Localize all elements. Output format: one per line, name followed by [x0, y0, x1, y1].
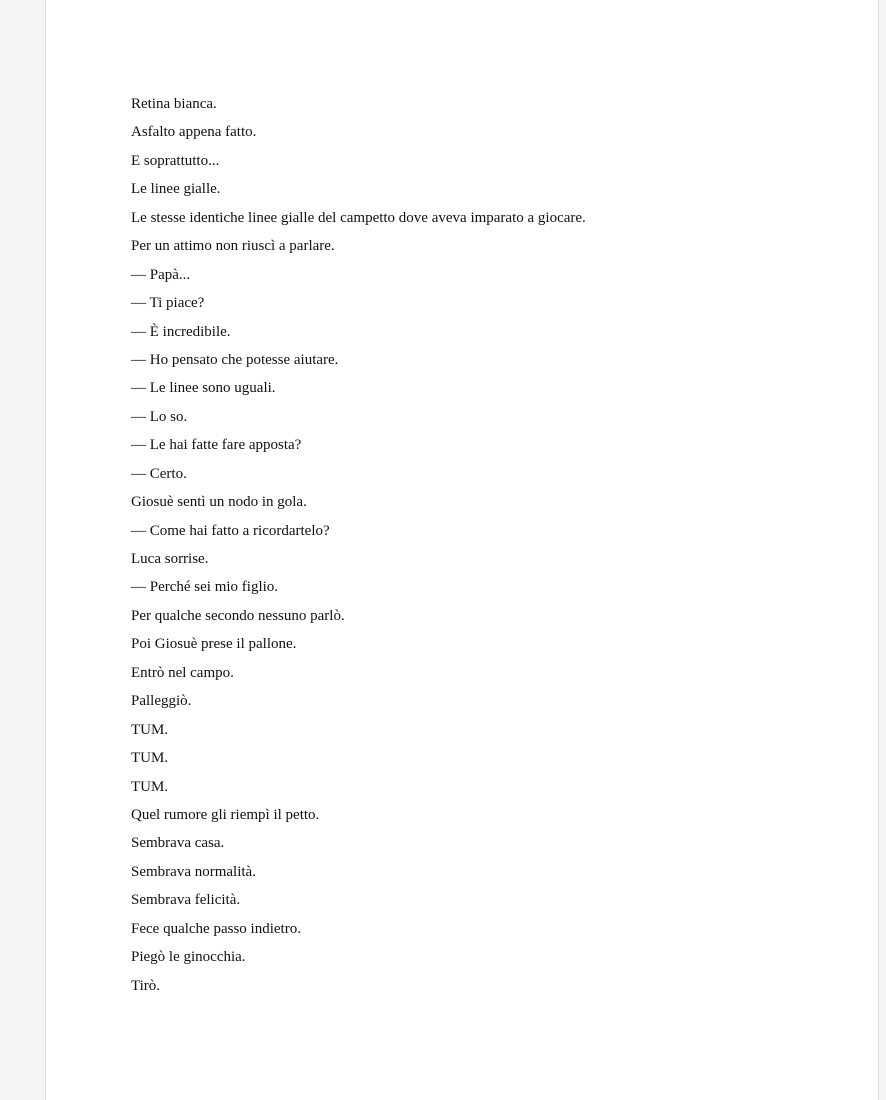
paragraph: Asfalto appena fatto. [131, 124, 257, 141]
paragraph: Le stesse identiche linee gialle del campetto dove aveva imparato a giocare. [131, 209, 586, 226]
paragraph: E soprattutto... [131, 152, 220, 169]
paragraph: — Lo so. [131, 408, 188, 425]
paragraph: Retina bianca. [131, 96, 217, 112]
paragraph: Luca sorrise. [131, 551, 209, 567]
paragraph: — È incredibile. [131, 323, 231, 340]
paragraph: TUM. [131, 778, 169, 795]
paragraph: Piegò le ginocchia. [131, 949, 246, 966]
document-page[interactable] [45, 0, 879, 1100]
paragraph: Poi Giosuè prese il pallone. [131, 636, 297, 653]
paragraph: TUM. [131, 750, 169, 767]
paragraph: Palleggiò. [131, 693, 192, 710]
paragraph: — Certo. [131, 465, 187, 482]
document-body[interactable] [131, 93, 771, 1003]
paragraph: Sembrava normalità. [131, 863, 256, 880]
paragraph: Entrò nel campo. [131, 664, 234, 681]
paragraph: Per un attimo non riuscì a parlare. [131, 238, 335, 255]
paragraph: — Le hai fatte fare apposta? [131, 437, 302, 454]
paragraph: — Perché sei mio figlio. [131, 579, 279, 596]
paragraph: Sembrava felicità. [131, 892, 241, 909]
paragraph: — Come hai fatto a ricordartelo? [131, 522, 330, 539]
paragraph: Per qualche secondo nessuno parlò. [131, 607, 345, 624]
paragraph: — Le linee sono uguali. [131, 380, 276, 397]
paragraph: — Papà... [131, 266, 191, 283]
paragraph: TUM. [131, 721, 169, 738]
paragraph: Tirò. [131, 977, 161, 994]
paragraph: — Ho pensato che potesse aiutare. [131, 351, 339, 368]
paragraph: Quel rumore gli riempì il petto. [131, 806, 320, 823]
paragraph: Sembrava casa. [131, 835, 225, 852]
paragraph: Le linee gialle. [131, 181, 221, 198]
paragraph: Giosuè sentì un nodo in gola. [131, 494, 307, 511]
paragraph: Fece qualche passo indietro. [131, 920, 301, 937]
paragraph: — Ti piace? [131, 295, 205, 312]
